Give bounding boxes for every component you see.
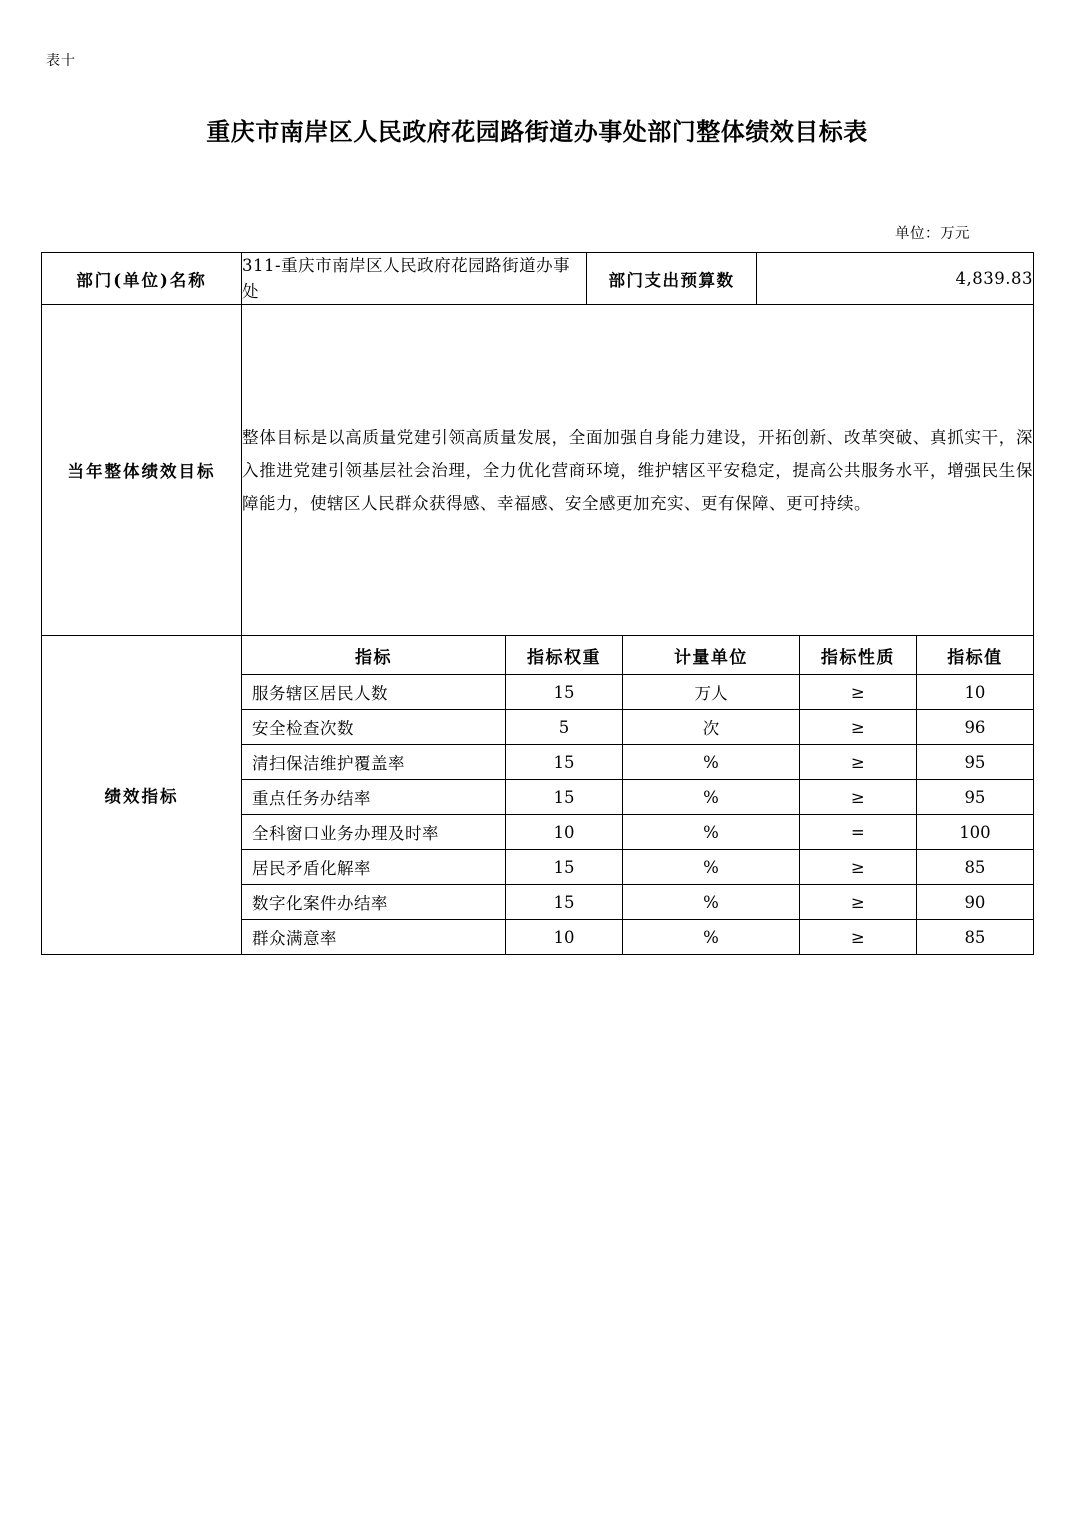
annual-goal-cell <box>242 305 1034 636</box>
kpi-cell-weight: 15 <box>506 675 623 710</box>
kpi-cell-unit: % <box>623 745 800 780</box>
kpi-cell-nature: ≥ <box>799 745 916 780</box>
kpi-cell-unit: % <box>623 815 800 850</box>
form-number-label: 表十 <box>46 53 76 69</box>
kpi-cell-value: 100 <box>916 815 1033 850</box>
kpi-row <box>242 815 1034 850</box>
kpi-header-name: 指标 <box>242 636 506 675</box>
kpi-cell-name: 数字化案件办结率 <box>242 885 506 920</box>
kpi-cell-value: 95 <box>916 745 1033 780</box>
kpi-cell-value: 85 <box>916 920 1033 955</box>
kpi-header-nature: 指标性质 <box>799 636 916 675</box>
kpi-cell-nature: ≥ <box>799 780 916 815</box>
kpi-cell-name: 服务辖区居民人数 <box>242 675 506 710</box>
kpi-cell-name: 重点任务办结率 <box>242 780 506 815</box>
kpi-header-unit: 计量单位 <box>623 636 800 675</box>
kpi-row <box>242 885 1034 920</box>
kpi-cell-name: 居民矛盾化解率 <box>242 850 506 885</box>
kpi-cell-weight: 10 <box>506 815 623 850</box>
table-row-kpi <box>42 636 1034 955</box>
kpi-cell-weight: 5 <box>506 710 623 745</box>
kpi-cell-weight: 15 <box>506 850 623 885</box>
table-row-annual-goal <box>42 305 1034 636</box>
kpi-cell-nature: ≥ <box>799 885 916 920</box>
kpi-header-value: 指标值 <box>916 636 1033 675</box>
kpi-row <box>242 675 1034 710</box>
kpi-cell-unit: % <box>623 780 800 815</box>
kpi-cell-value: 85 <box>916 850 1033 885</box>
kpi-section-label: 绩效指标 <box>42 636 242 955</box>
kpi-cell-weight: 15 <box>506 780 623 815</box>
kpi-row <box>242 850 1034 885</box>
kpi-cell-value: 96 <box>916 710 1033 745</box>
kpi-cell-unit: % <box>623 920 800 955</box>
annual-goal-label: 当年整体绩效目标 <box>42 305 242 636</box>
currency-unit-note: 单位：万元 <box>895 226 970 242</box>
kpi-cell-weight: 10 <box>506 920 623 955</box>
kpi-table <box>241 635 1034 955</box>
kpi-cell-nature: ≥ <box>799 920 916 955</box>
kpi-row <box>242 745 1034 780</box>
kpi-cell-weight: 15 <box>506 745 623 780</box>
kpi-table-cell <box>242 636 1034 955</box>
kpi-row <box>242 920 1034 955</box>
kpi-header-row <box>242 636 1034 675</box>
kpi-header-weight: 指标权重 <box>506 636 623 675</box>
kpi-cell-nature: ≥ <box>799 675 916 710</box>
kpi-cell-value: 95 <box>916 780 1033 815</box>
department-name-label: 部门(单位)名称 <box>42 253 242 305</box>
kpi-cell-unit: 次 <box>623 710 800 745</box>
kpi-cell-unit: % <box>623 885 800 920</box>
table-row-department <box>42 253 1034 305</box>
kpi-cell-value: 10 <box>916 675 1033 710</box>
kpi-cell-weight: 15 <box>506 885 623 920</box>
kpi-row <box>242 780 1034 815</box>
kpi-cell-nature: ≥ <box>799 710 916 745</box>
kpi-cell-unit: % <box>623 850 800 885</box>
kpi-cell-nature: = <box>799 815 916 850</box>
kpi-cell-name: 清扫保洁维护覆盖率 <box>242 745 506 780</box>
performance-goal-table <box>41 252 1034 955</box>
kpi-row <box>242 710 1034 745</box>
kpi-cell-value: 90 <box>916 885 1033 920</box>
department-name-value: 311-重庆市南岸区人民政府花园路街道办事处 <box>242 253 587 305</box>
kpi-cell-nature: ≥ <box>799 850 916 885</box>
kpi-cell-name: 全科窗口业务办理及时率 <box>242 815 506 850</box>
kpi-cell-unit: 万人 <box>623 675 800 710</box>
kpi-cell-name: 安全检查次数 <box>242 710 506 745</box>
budget-amount-value: 4,839.83 <box>757 253 1034 305</box>
budget-amount-label: 部门支出预算数 <box>587 253 757 305</box>
kpi-cell-name: 群众满意率 <box>242 920 506 955</box>
page-title: 重庆市南岸区人民政府花园路街道办事处部门整体绩效目标表 <box>206 117 868 146</box>
annual-goal-text: 整体目标是以高质量党建引领高质量发展，全面加强自身能力建设，开拓创新、改革突破、真抓实干，深入推进党建引领基层社会治理，全力优化营商环境，维护辖区平安稳定，提高公共服务水平，增强民生保障能力，使辖区人民群众获得感、幸福感、安全感更加充实、更有保障、更可持续。 <box>242 427 1033 513</box>
